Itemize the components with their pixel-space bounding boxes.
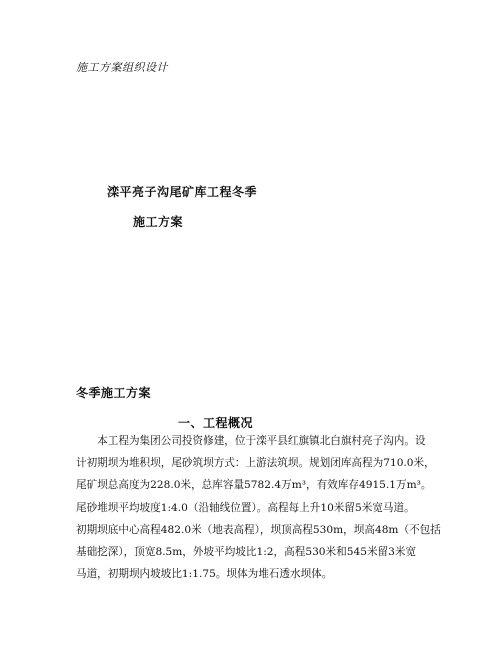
body-line-1: 本工程为集团公司投资修建，位于滦平县红旗镇北白旗村亮子沟内。设 bbox=[76, 435, 426, 447]
subsection-title: 一、工程概况 bbox=[178, 416, 254, 430]
section-title: 冬季施工方案 bbox=[76, 386, 152, 400]
body-line-6: 基础挖深），顶宽8.5m，外坡平均坡比1:2，高程530米和545米留3米宽 bbox=[76, 546, 417, 559]
body-line-7: 马道，初期坝内坡坡比1:1.75。坝体为堆石透水坝体。 bbox=[76, 568, 333, 581]
body-line-5: 初期坝底中心高程482.0米（地表高程），坝顶高程530m，坝高48m（不包括 bbox=[76, 523, 441, 536]
body-line-2: 计初期坝为堆积坝，尾砂筑坝方式：上游法筑坝。规划闭库高程为710.0米， bbox=[76, 457, 435, 470]
body-line-4: 尾砂堆坝平均坡度1:4.0（沿轴线位置）。高程每上升10米留5米宽马道。 bbox=[76, 501, 415, 514]
header-note: 施工方案组织设计 bbox=[76, 61, 168, 74]
body-line-3: 尾矿坝总高度为228.0米，总库容量5782.4万m³，有效库存4915.1万m³。 bbox=[76, 479, 432, 492]
body-paragraph bbox=[76, 430, 466, 585]
document-title-line2: 施工方案 bbox=[133, 215, 184, 229]
document-title-line1: 滦平亮子沟尾矿库工程冬季 bbox=[107, 185, 258, 199]
